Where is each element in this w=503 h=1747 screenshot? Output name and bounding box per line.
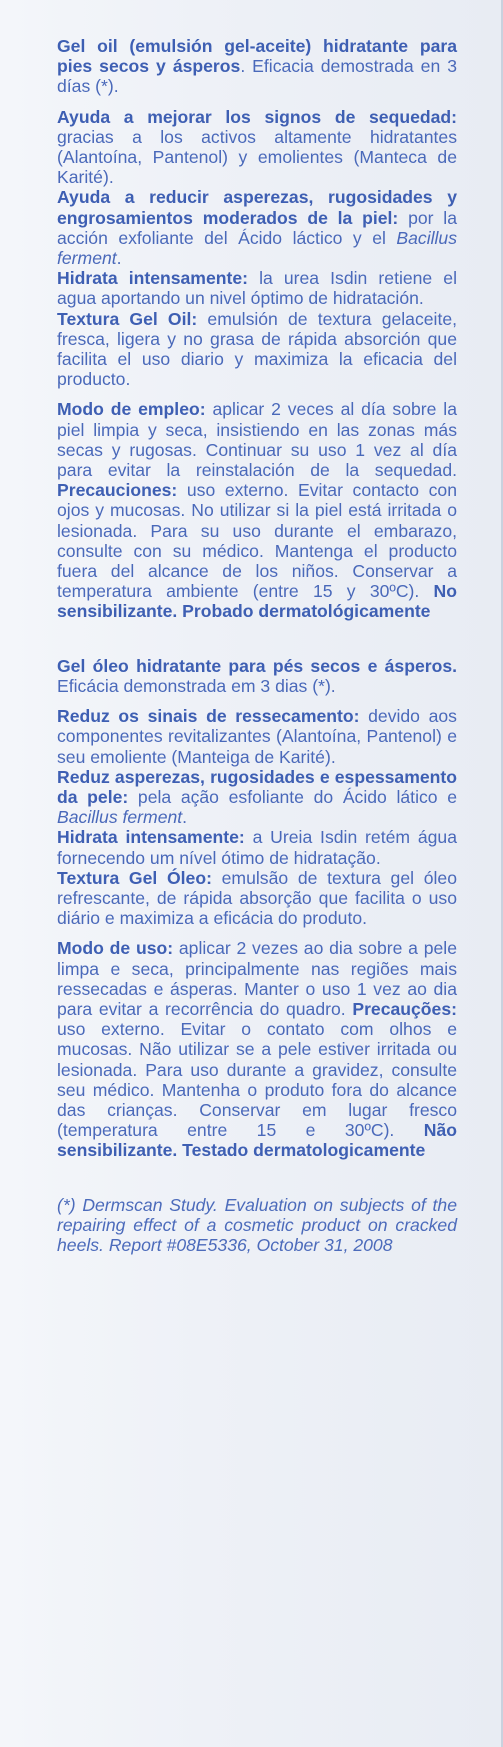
pt-texture: Textura Gel Óleo: emulsão de textura gel óleo refrescante, de rápida absorção que facilita o uso diário e maximiza a eficácia do produto. bbox=[57, 867, 457, 929]
pt-intro: Gel óleo hidratante para pés secos e ásperos. Eficácia demonstrada em 3 dias (*). bbox=[57, 655, 457, 696]
es-usage: Modo de empleo: aplicar 2 veces al día sobre la piel limpia y seca, insistiendo en las zonas más secas y rugosas. Continuar su uso 1 vez al día para evitar la reinstalación de la sequedad. Precauciones: uso externo. Evitar contacto con ojos y mucosas. No utilizar si la piel está irritada o lesionada. Para su uso durante el embarazo, consulte con su médico. Mantenga el producto fuera del alcance de los niños. Conservar a temperatura ambiente (entre 15 y 30ºC). No sensibilizante. Probado dermatológicamente bbox=[57, 399, 457, 622]
es-roughness: Ayuda a reducir asperezas, rugosidades y engrosamientos moderados de la piel: por la acción exfoliante del Ácido láctico y el Bacillus ferment. bbox=[57, 187, 457, 269]
es-hydration: Hidrata intensamente: la urea Isdin retiene el agua aportando un nivel óptimo de hidratación. bbox=[57, 268, 457, 309]
footnote: (*) Dermscan Study. Evaluation on subjects of the repairing effect of a cosmetic product on cracked heels. Report #08E5336, October 31, 2008 bbox=[57, 1194, 457, 1255]
label-text bbox=[57, 36, 457, 1255]
pt-hydration: Hidrata intensamente: a Ureia Isdin retém água fornecendo um nível ótimo de hidratação. bbox=[57, 827, 458, 868]
pt-roughness: Reduz asperezas, rugosidades e espessamento da pele: pela ação esfoliante do Ácido lático e Bacillus ferment. bbox=[57, 766, 457, 828]
pt-usage: Modo de uso: aplicar 2 vezes ao dia sobre a pele limpa e seca, principalmente nas regiões mais ressecadas e ásperas. Manter o uso 1 vez ao dia para evitar a recorrência do quadro. Precauções: uso externo. Evitar o contato com olhos e mucosas. Não utilizar se a pele estiver irritada ou lesionada. Para uso durante a gravidez, consulte seu médico. Mantenha o produto fora do alcance das crianças. Conservar em lugar fresco (temperatura entre 15 e 30ºC). Não sensibilizante. Testado dermatologicamente bbox=[57, 938, 457, 1161]
es-texture: Textura Gel Oil: emulsión de textura gelaceite, fresca, ligera y no grasa de rápida absorción que facilita el uso diario y maximiza la eficacia del producto. bbox=[57, 308, 458, 390]
es-intro: Gel oil (emulsión gel-aceite) hidratante para pies secos y ásperos. Eficacia demostrada en 3 días (*). bbox=[57, 36, 457, 97]
pt-dryness: Reduz os sinais de ressecamento: devido aos componentes revitalizantes (Alantoína, Pantenol) e seu emoliente (Manteiga de Karité). bbox=[57, 706, 457, 767]
es-dryness: Ayuda a mejorar los signos de sequedad: gracias a los activos altamente hidratantes (Alantoína, Pantenol) y emolientes (Manteca de Karité). bbox=[57, 106, 457, 188]
